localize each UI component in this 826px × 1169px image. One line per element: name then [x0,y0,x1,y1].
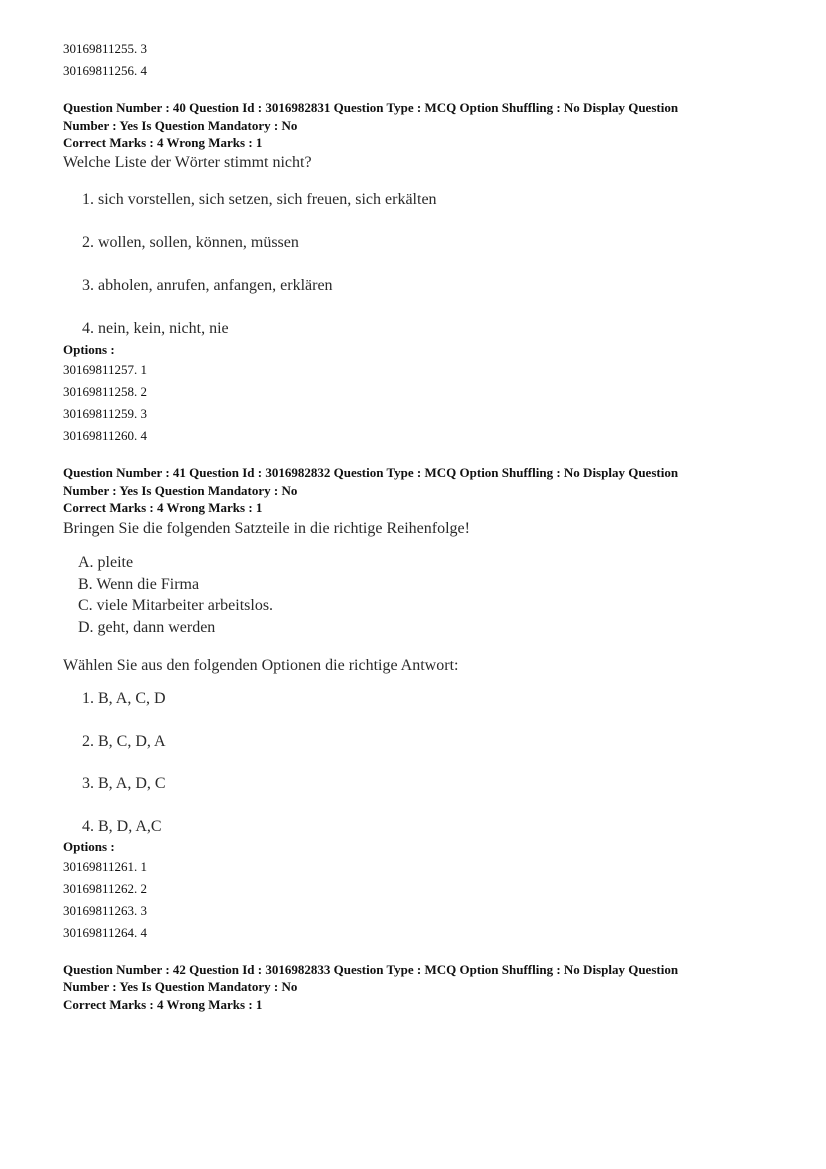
option-item: 30169811258. 2 [63,384,148,399]
option-item: 30169811262. 2 [63,880,148,896]
choice-item: 2. wollen, sollen, können, müssen [82,234,299,251]
options-label: Options : [63,838,115,854]
meta-line-2: Number : Yes Is Question Mandatory : No [63,117,298,133]
meta-line-2: Number : Yes Is Question Mandatory : No [63,979,298,994]
choice-item: 4. B, D, A,C [82,817,162,835]
question-41 [63,464,773,944]
meta-line-1: Question Number : 40 Question Id : 3016982831 Question Type : MCQ Option Shuffling : No Display Question [63,100,679,115]
options-list [63,856,773,944]
option-item: 30169811257. 1 [63,362,148,377]
document-page [63,38,773,1014]
choice-item: 3. B, A, D, C [82,775,166,792]
question-meta [63,464,768,499]
choice-item: 1. sich vorstellen, sich setzen, sich freuen, sich erkälten [82,191,437,208]
choice-item: 3. abholen, anrufen, anfangen, erklären [82,277,333,294]
option-item: 30169811259. 3 [63,406,148,421]
question-meta [63,961,768,996]
question-42 [63,961,773,1014]
question-text: Welche Liste der Wörter stimmt nicht? [63,154,312,171]
question-marks: Correct Marks : 4 Wrong Marks : 1 [63,996,263,1012]
sentence-part: D. geht, dann werden [78,618,216,636]
option-item: 30169811261. 1 [63,858,148,874]
option-item: 30169811264. 4 [63,924,148,940]
option-item: 30169811255. 3 [63,41,148,56]
choice-item: 4. nein, kein, nicht, nie [82,320,229,337]
option-item: 30169811260. 4 [63,428,148,443]
option-item: 30169811263. 3 [63,902,148,918]
question-text: Bringen Sie die folgenden Satzteile in die richtige Reihenfolge! [63,520,470,537]
prev-options-list [63,38,773,82]
instruction-text: Wählen Sie aus den folgenden Optionen die richtige Antwort: [63,657,459,674]
sentence-part: B. Wenn die Firma [78,575,200,593]
meta-line-1: Question Number : 41 Question Id : 3016982832 Question Type : MCQ Option Shuffling : No Display Question [63,465,679,480]
sentence-part: A. pleite [78,554,134,571]
question-40 [63,99,773,447]
question-marks: Correct Marks : 4 Wrong Marks : 1 [63,135,263,150]
sentence-part: C. viele Mitarbeiter arbeitslos. [78,597,274,614]
option-item: 30169811256. 4 [63,63,148,78]
question-meta [63,99,768,134]
question-marks: Correct Marks : 4 Wrong Marks : 1 [63,500,263,515]
options-list [63,359,773,447]
question-choices [63,689,773,838]
meta-line-1: Question Number : 42 Question Id : 3016982833 Question Type : MCQ Option Shuffling : No Display Question [63,961,679,977]
meta-line-2: Number : Yes Is Question Mandatory : No [63,482,298,498]
choice-item: 2. B, C, D, A [82,732,166,750]
sentence-parts [63,552,773,638]
options-label: Options : [63,342,115,357]
choice-item: 1. B, A, C, D [82,690,166,707]
question-choices [63,190,773,341]
